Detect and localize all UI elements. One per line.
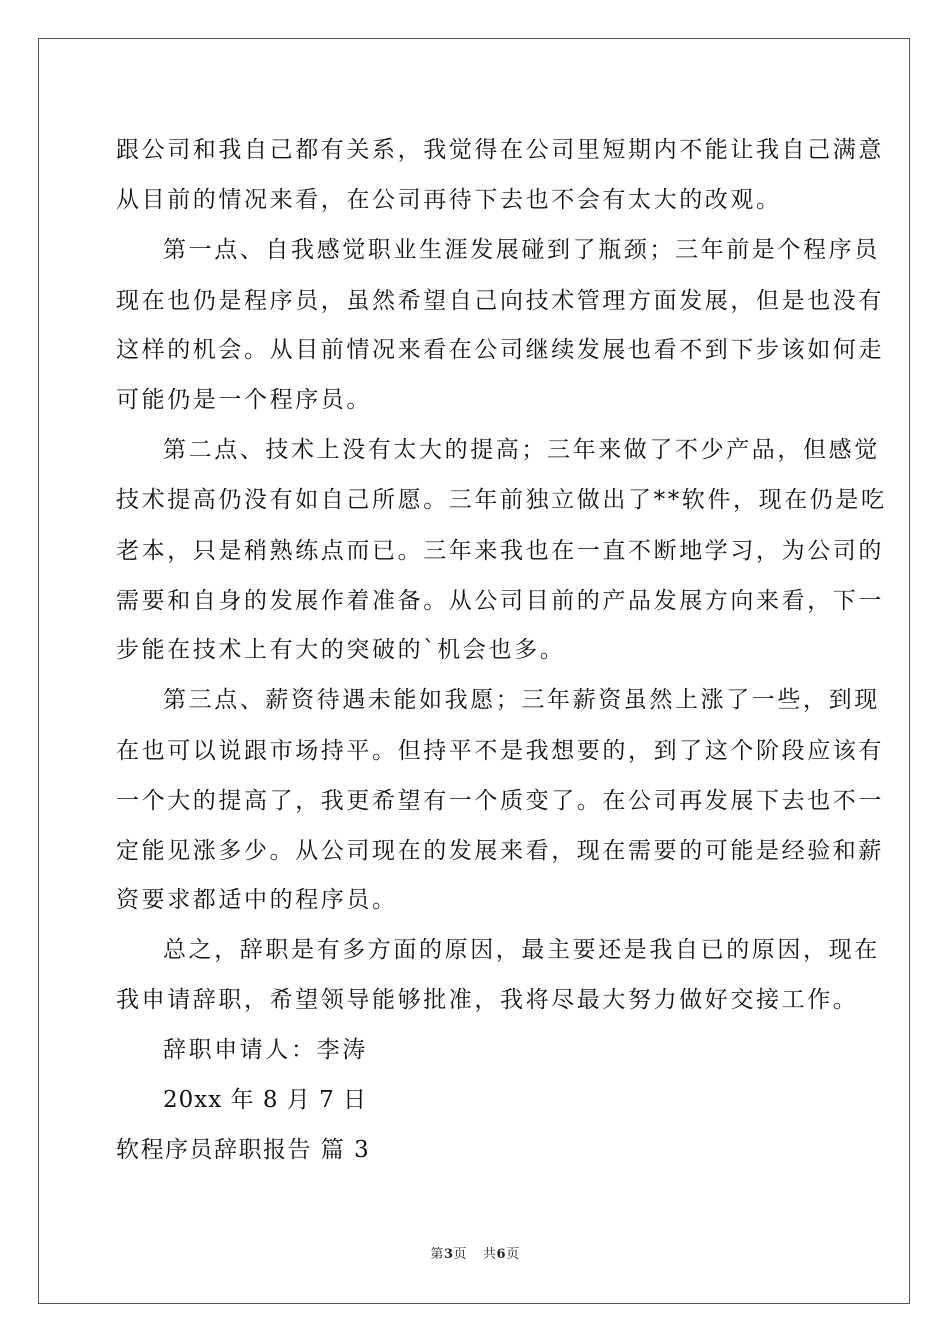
footer-total-prefix: 共 [483,1247,497,1262]
paragraph-line: 跟公司和我自己都有关系，我觉得在公司里短期内不能让我自己满意 [116,137,884,163]
page-footer [0,1246,950,1264]
paragraph-line: 一个大的提高了，我更希望有一个质变了。在公司再发展下去也不一 [116,788,884,814]
date-line: 20xx 年 8 月 7 日 [163,1087,368,1113]
section-heading: 软程序员辞职报告 篇 3 [116,1137,371,1163]
signature-line: 辞职申请人：李涛 [163,1037,368,1063]
paragraph-line: 第三点、薪资待遇未能如我愿；三年薪资虽然上涨了一些，到现 [163,687,880,713]
paragraph-line: 技术提高仍没有如自己所愿。三年前独立做出了**软件，现在仍是吃 [116,487,887,513]
paragraph-line: 从目前的情况来看，在公司再待下去也不会有太大的改观。 [116,187,782,213]
paragraph-line: 这样的机会。从目前情况来看在公司继续发展也看不到下步该如何走 [116,337,884,363]
paragraph-line: 需要和自身的发展作着准备。从公司目前的产品发展方向来看，下一 [116,588,884,614]
footer-page-suffix: 页 [453,1247,467,1262]
paragraph-line: 现在也仍是程序员，虽然希望自己向技术管理方面发展，但是也没有 [116,288,884,314]
footer-page-prefix: 第 [430,1247,444,1262]
paragraph-line: 定能见涨多少。从公司现在的发展来看，现在需要的可能是经验和薪 [116,838,884,864]
paragraph-line: 第二点、技术上没有太大的提高；三年来做了不少产品，但感觉 [163,437,880,463]
paragraph-line: 资要求都适中的程序员。 [116,887,398,913]
paragraph-line: 老本，只是稍熟练点而已。三年来我也在一直不断地学习，为公司的 [116,538,884,564]
footer-page-number: 3 [443,1247,454,1262]
paragraph-line: 总之，辞职是有多方面的原因，最主要还是我自已的原因，现在 [163,937,880,963]
paragraph-line: 在也可以说跟市场持平。但持平不是我想要的，到了这个阶段应该有 [116,738,884,764]
footer-total-suffix: 页 [506,1247,520,1262]
paragraph-line: 第一点、自我感觉职业生涯发展碰到了瓶颈；三年前是个程序员 [163,237,880,263]
paragraph-line: 步能在技术上有大的突破的`机会也多。 [116,637,566,663]
footer-total-pages: 6 [496,1247,507,1262]
paragraph-line: 可能仍是一个程序员。 [116,387,372,413]
paragraph-line: 我申请辞职，希望领导能够批准，我将尽最大努力做好交接工作。 [116,987,859,1013]
